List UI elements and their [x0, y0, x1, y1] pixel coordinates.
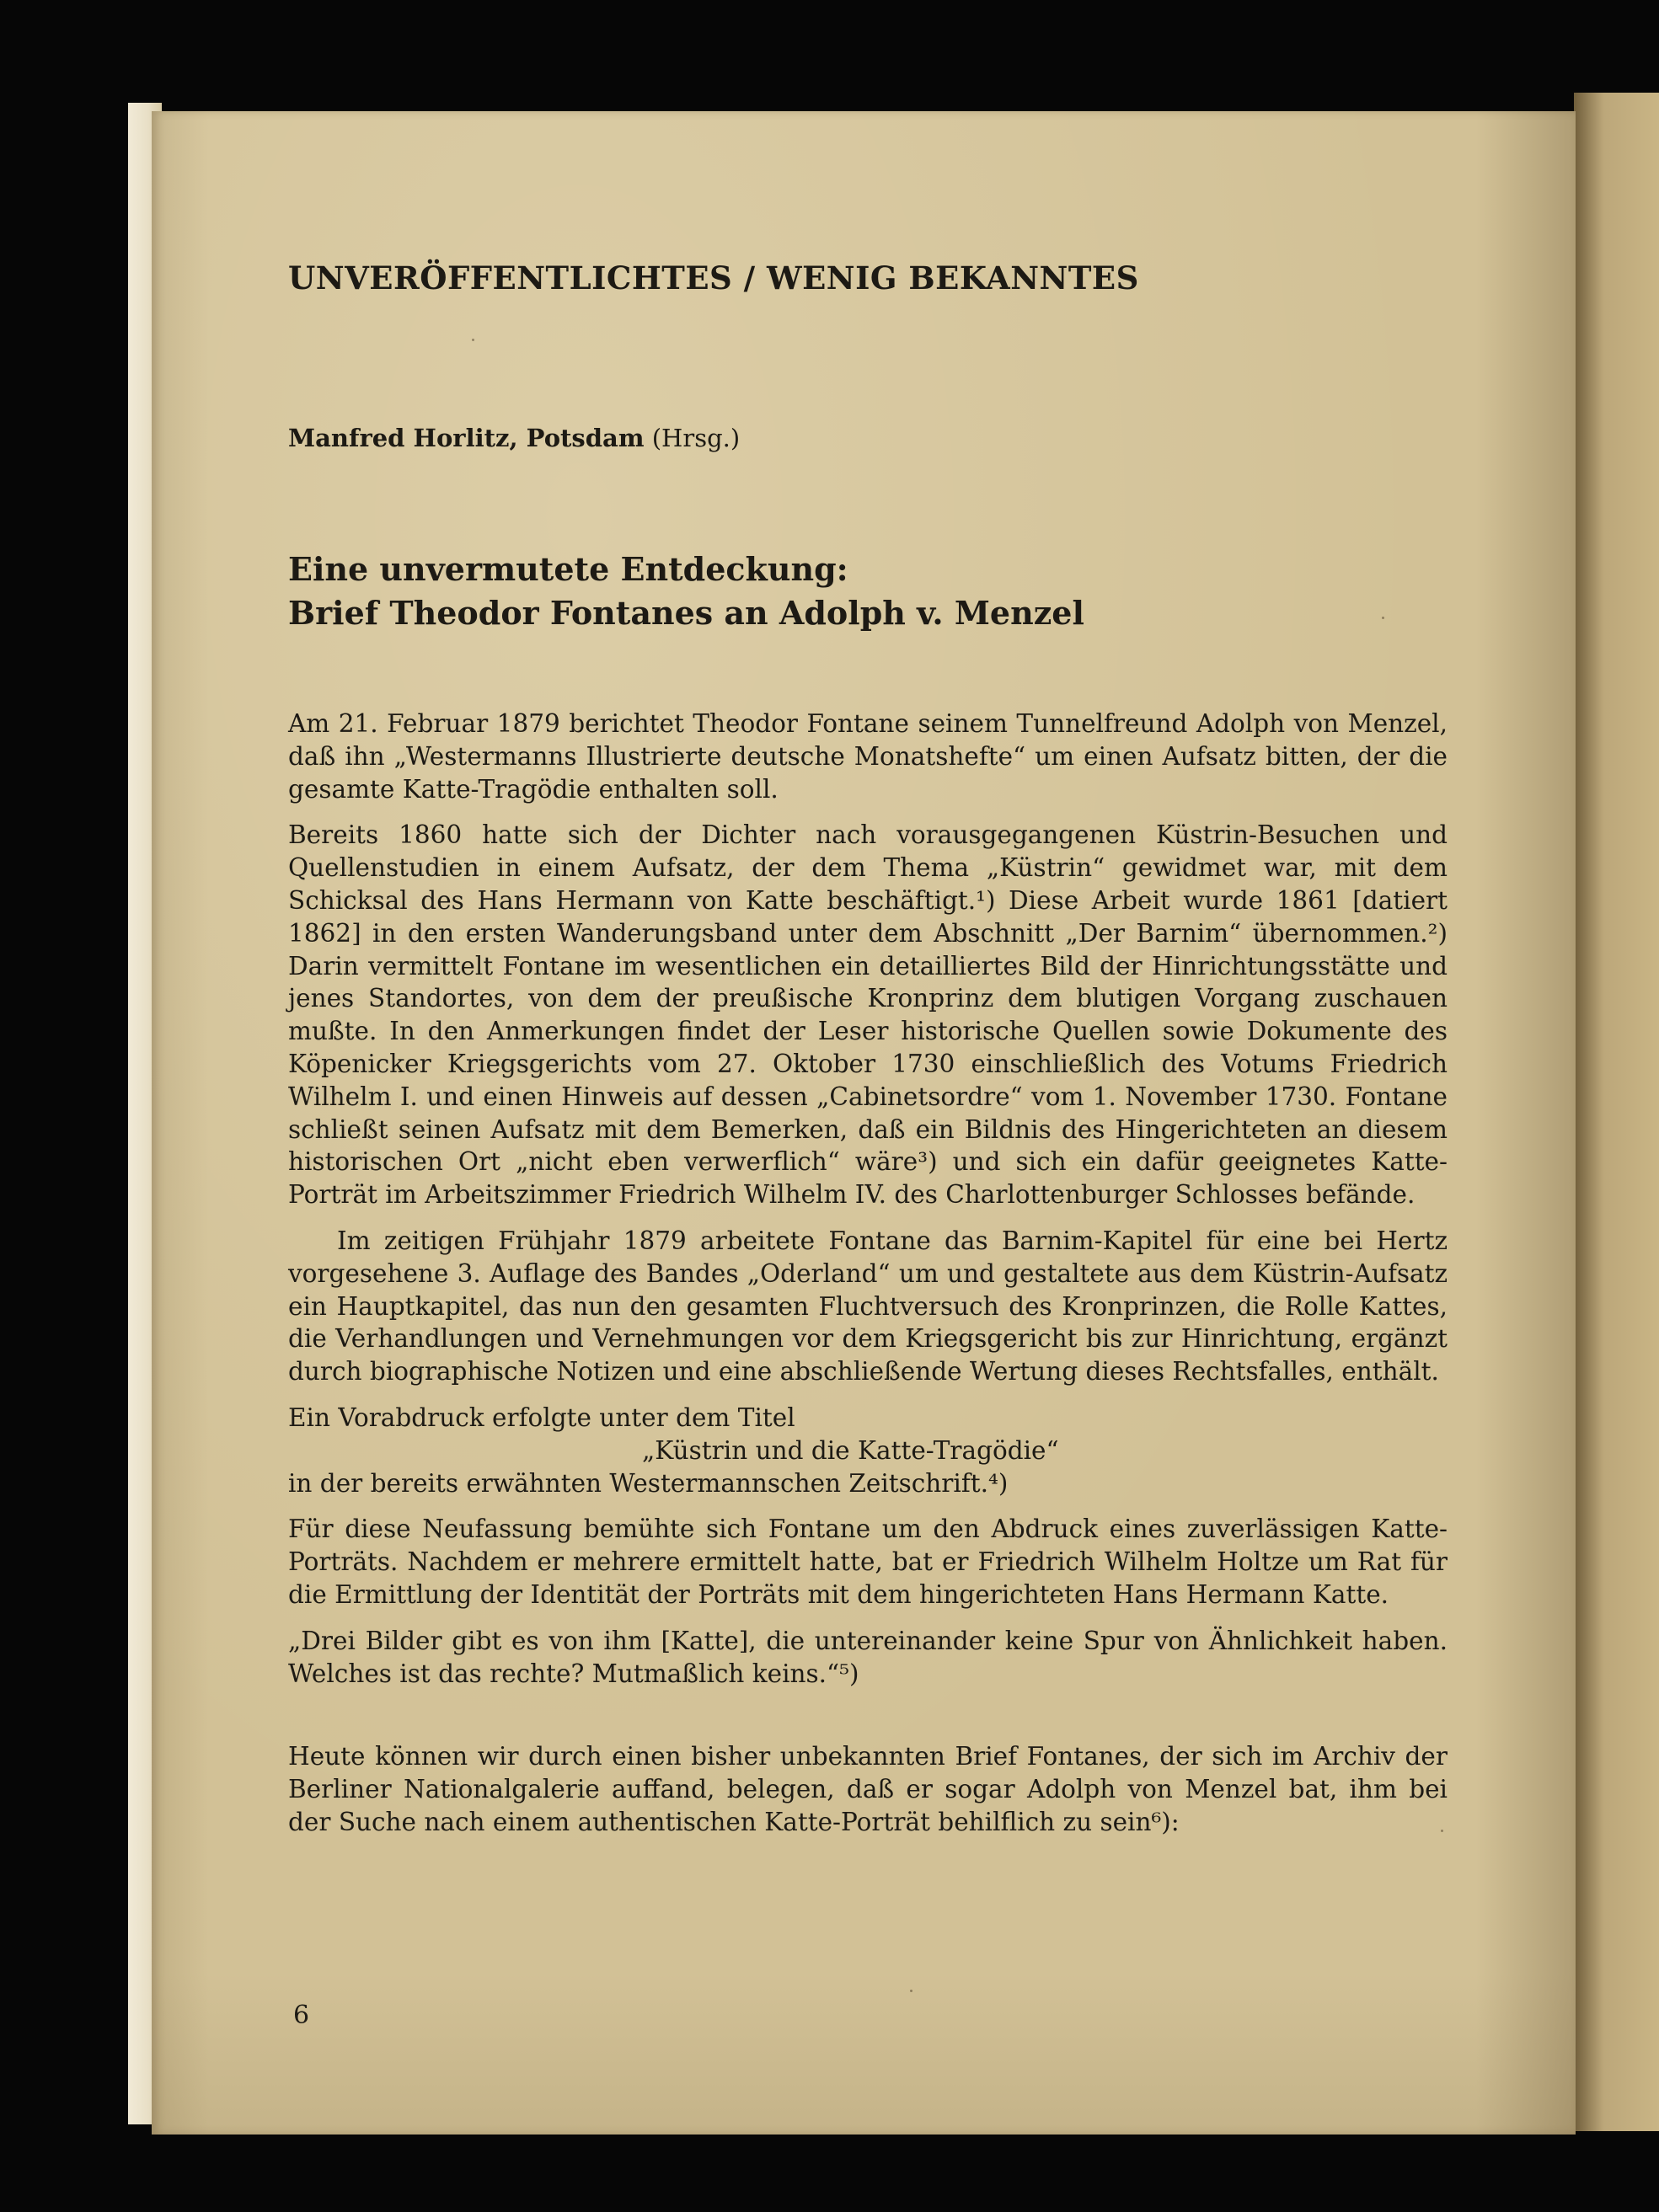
paper-speck: [1382, 617, 1384, 619]
adjacent-page-edge: [1574, 93, 1659, 2131]
paragraph-5: Für diese Neufassung bemühte sich Fontane um den Abdruck eines zuverlässigen Katte-Porträts. Nachdem er mehrere ermittelt hatte, bat er Friedrich Wilhelm Holtze um Rat für die Ermittlung der Identität der Porträts mit dem hingerichteten Hans Hermann Katte.: [288, 1515, 1448, 1609]
paragraph-1: Am 21. Februar 1879 berichtet Theodor Fontane seinem Tunnelfreund Adolph von Menzel, daß ihn „Westermanns Illustrierte deutsche Monatshefte“ um einen Aufsatz bitten, der die gesamte Katte-Tragödie enthalten soll.: [288, 709, 1448, 804]
paper-speck: [910, 1990, 912, 1992]
article-body: [288, 708, 1448, 1839]
author-line: [288, 424, 740, 452]
author-name: Manfred Horlitz, Potsdam: [288, 424, 645, 452]
paragraph-4-end: in der bereits erwähnten Westermannschen Zeitschrift.⁴): [288, 1468, 1009, 1498]
paragraph-3: Im zeitigen Frühjahr 1879 arbeitete Fontane das Barnim-Kapitel für eine bei Hertz vorgesehene 3. Auflage des Bandes „Oderland“ um und gestaltete aus dem Küstrin-Aufsatz ein Hauptkapitel, das nun den gesamten Fluchtversuch des Kronprinzen, die Rolle Kattes, die Verhandlungen und Vernehmungen vor dem Kriegsgericht bis zur Hinrichtung, ergänzt durch biographische Notizen und eine abschließende Wertung dieses Rechtsfalles, enthält.: [288, 1226, 1448, 1387]
page-number: 6: [293, 2001, 310, 2030]
article-title-line-2: Brief Theodor Fontanes an Adolph v. Menzel: [288, 594, 1084, 632]
paragraph-4-intro: Ein Vorabdruck erfolgte unter dem Titel: [288, 1403, 795, 1432]
paragraph-6-quote: „Drei Bilder gibt es von ihm [Katte], die untereinander keine Spur von Ähnlichkeit haben. Welches ist das rechte? Mutmaßlich keins.“⁵): [288, 1626, 1448, 1688]
section-heading: UNVERÖFFENTLICHTES / WENIG BEKANNTES: [288, 259, 1139, 297]
paragraph-7: Heute können wir durch einen bisher unbekannten Brief Fontanes, der sich im Archiv der Berliner Nationalgalerie auffand, belegen, daß er sogar Adolph von Menzel bat, ihm bei der Suche nach einem authentischen Katte-Porträt behilflich zu sein⁶):: [288, 1742, 1448, 1836]
article-title-line-1: Eine unvermutete Entdeckung:: [288, 550, 848, 588]
author-role: (Hrsg.): [651, 424, 741, 452]
paper-speck: [472, 339, 474, 341]
article-title: [288, 548, 1084, 635]
paragraph-4-quoted-title: „Küstrin und die Katte-Tragödie“: [642, 1435, 1059, 1465]
paragraph-2: Bereits 1860 hatte sich der Dichter nach vorausgegangenen Küstrin-Besuchen und Quellenstudien in einem Aufsatz, der dem Thema „Küstrin“ gewidmet war, mit dem Schicksal des Hans Hermann von Katte beschäftigt.¹) Diese Arbeit wurde 1861 [datiert 1862] in den ersten Wanderungsband unter dem Abschnitt „Der Barnim“ übernommen.²) Darin vermittelt Fontane im wesentlichen ein detailliertes Bild der Hinrichtungsstätte und jenes Standortes, von dem der preußische Kronprinz dem blutigen Vorgang zuschauen mußte. In den Anmerkungen findet der Leser historische Quellen sowie Dokumente des Köpenicker Kriegsgerichts vom 27. Oktober 1730 einschließlich des Votums Friedrich Wilhelm I. und einen Hinweis auf dessen „Cabinetsordre“ vom 1. November 1730. Fontane schließt seinen Aufsatz mit dem Bemerken, daß ein Bildnis des Hingerichteten an diesem historischen Ort „nicht eben verwerflich“ wäre³) und sich ein dafür geeignetes Katte-Porträt im Arbeitszimmer Friedrich Wilhelm IV. des Charlottenburger Schlosses befände.: [288, 820, 1448, 1210]
